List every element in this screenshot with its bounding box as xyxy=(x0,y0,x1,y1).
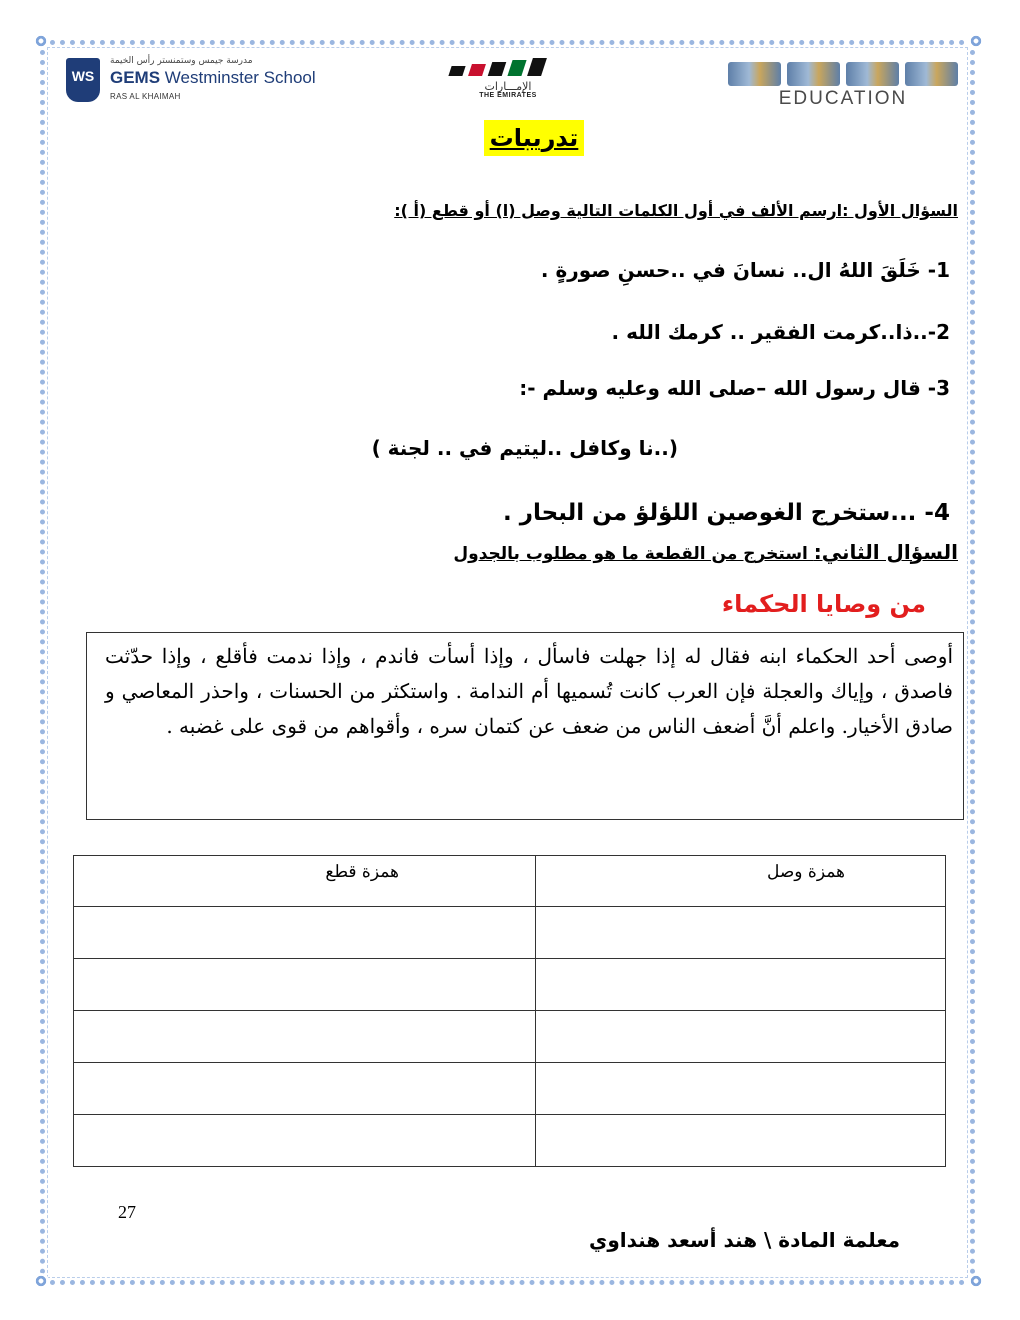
emirates-stripe-icon xyxy=(507,60,526,76)
ws-shield-icon: WS xyxy=(66,58,100,102)
ws-location: RAS AL KHAIMAH xyxy=(110,92,181,101)
page-number: 27 xyxy=(118,1202,136,1222)
border-corner-ornament xyxy=(968,1273,984,1289)
header-hamzat-wasl: همزة وصل xyxy=(536,856,946,907)
passage-box: أوصى أحد الحكماء ابنه فقال له إذا جهلت فاسأل ، وإذا أسأت فاندم ، وإذا ندمت فأقلع ، وإذا حدّثت فاصدق ، وإياك والعجلة فإن العرب كانت تُسميها أم الندامة . واستكثر من الحسنات ، واحذر المعاصي و صادق الأخيار. واعلم أنَّ أضعف الناس من ضعف عن كتمان سره ، وأقواهم من قوى على غضبه . xyxy=(86,632,964,820)
exercise-line-1: 1- خَلَقَ اللهُ ال.. نسانَ في ..حسنِ صورةٍ . xyxy=(540,258,950,282)
emirates-stripe-icon xyxy=(527,58,547,76)
exercise-line-4: 4- ...ستخرج الغوصين اللؤلؤ من البحار . xyxy=(503,500,950,526)
answer-cell[interactable] xyxy=(74,959,536,1011)
teacher-signature-line: معلمة المادة \ هند أسعد هنداوي xyxy=(589,1228,900,1252)
emirates-stripe-icon xyxy=(468,64,486,76)
answer-cell[interactable] xyxy=(536,959,946,1011)
emirates-arabic: الإمـــارات xyxy=(484,80,532,93)
table-row xyxy=(74,959,946,1011)
gems-wordmark-icon xyxy=(728,62,958,86)
answer-cell[interactable] xyxy=(536,907,946,959)
border-corner-ornament xyxy=(33,33,49,49)
emirates-stripe-icon xyxy=(488,62,507,76)
exercise-line-3: 3- قال رسول الله –صلى الله وعليه وسلم -: xyxy=(519,376,950,400)
border-corner-ornament xyxy=(968,33,984,49)
question-2-heading: السؤال الثاني: استخرج من القطعة ما هو مطلوب بالجدول xyxy=(453,540,958,564)
the-emirates-logo xyxy=(444,58,572,102)
gems-education-text: EDUCATION xyxy=(778,88,908,109)
emirates-latin: THE EMIRATES xyxy=(479,92,537,99)
answer-cell[interactable] xyxy=(74,1115,536,1167)
answer-cell[interactable] xyxy=(536,1115,946,1167)
table-row xyxy=(74,1011,946,1063)
ws-school-name: GEMS Westminster School xyxy=(110,68,316,87)
gems-education-logo xyxy=(728,62,958,110)
table-row xyxy=(74,1063,946,1115)
table-row xyxy=(74,1115,946,1167)
emirates-stripe-icon xyxy=(448,66,465,76)
exercise-line-hadith: (..نا وكافل ..ليتيم في .. لجنة ) xyxy=(371,436,678,460)
passage-title: من وصايا الحكماء xyxy=(721,590,926,618)
border-corner-ornament xyxy=(33,1273,49,1289)
table-row xyxy=(74,907,946,959)
answer-cell[interactable] xyxy=(536,1011,946,1063)
header-hamzat-qat: همزة قطع xyxy=(74,856,536,907)
exercise-line-2: 2-..ذا..كرمت الفقير .. كرمك الله . xyxy=(611,320,950,344)
answer-cell[interactable] xyxy=(74,907,536,959)
extraction-table xyxy=(73,855,946,1167)
question-1-heading: السؤال الأول :ارسم الألف في أول الكلمات التالية وصل (ا) أو قطع (أ ): xyxy=(394,201,958,220)
page-title: تدريبات xyxy=(484,120,584,156)
table-header-row xyxy=(74,856,946,907)
answer-cell[interactable] xyxy=(536,1063,946,1115)
answer-cell[interactable] xyxy=(74,1063,536,1115)
gems-westminster-logo xyxy=(66,56,316,110)
ws-arabic-name: مدرسة جيمس وستمنستر رأس الخيمة xyxy=(110,56,253,66)
answer-cell[interactable] xyxy=(74,1011,536,1063)
